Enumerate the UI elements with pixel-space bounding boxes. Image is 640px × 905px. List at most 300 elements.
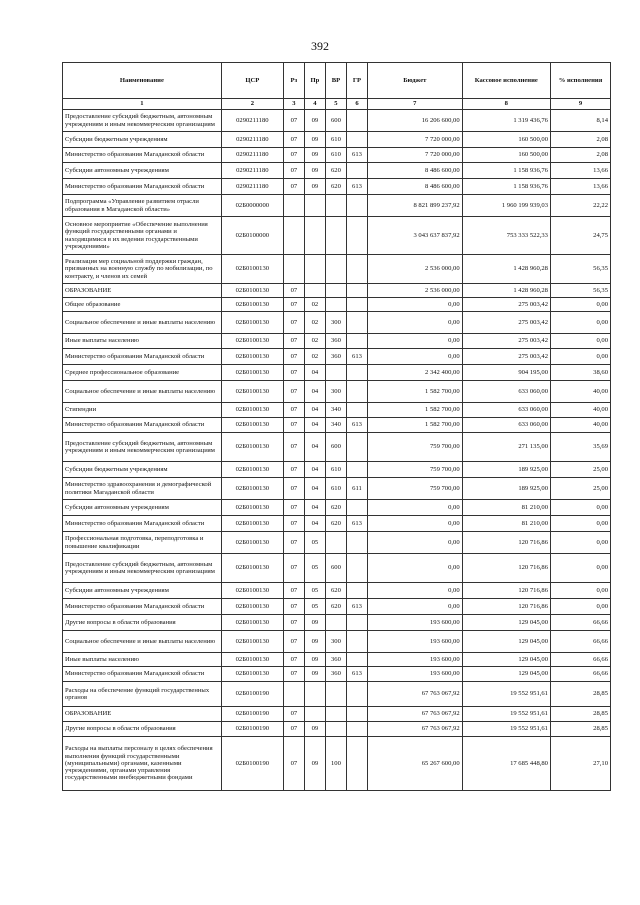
- cell-pr: 09: [304, 179, 325, 195]
- cell-gr: [346, 365, 367, 381]
- cell-pr: [304, 707, 325, 722]
- table-row: [63, 554, 611, 583]
- table-row: [63, 179, 611, 195]
- cell-rz: 07: [283, 583, 304, 599]
- cell-budget: 0,00: [367, 334, 462, 349]
- cell-budget: 0,00: [367, 532, 462, 554]
- cell-pr: [304, 217, 325, 255]
- cell-csr: 0290211180: [221, 132, 283, 148]
- cell-vr: [325, 217, 346, 255]
- table-row: [63, 667, 611, 682]
- cell-budget: 1 582 700,00: [367, 403, 462, 418]
- cell-budget: 0,00: [367, 516, 462, 532]
- cell-rz: 07: [283, 365, 304, 381]
- cell-gr: [346, 554, 367, 583]
- cell-budget: 193 600,00: [367, 615, 462, 631]
- cell-kass: 189 925,00: [462, 462, 550, 478]
- cell-csr: 02Б0100130: [221, 298, 283, 312]
- table-row: [63, 631, 611, 653]
- table-row: [63, 110, 611, 132]
- cell-kass: 129 045,00: [462, 631, 550, 653]
- cell-rz: 07: [283, 554, 304, 583]
- cell-gr: [346, 722, 367, 737]
- cell-csr: 02Б0100130: [221, 516, 283, 532]
- cell-gr: [346, 132, 367, 148]
- cell-pct: 0,00: [550, 532, 610, 554]
- cell-budget: 16 206 600,00: [367, 110, 462, 132]
- cell-kass: 120 716,86: [462, 583, 550, 599]
- cell-csr: 02Б0100130: [221, 349, 283, 365]
- header-rz: Рз: [283, 63, 304, 99]
- cell-vr: 300: [325, 631, 346, 653]
- cell-kass: 160 500,00: [462, 132, 550, 148]
- cell-gr: [346, 195, 367, 217]
- table-row: [63, 195, 611, 217]
- cell-gr: [346, 163, 367, 179]
- cell-gr: 613: [346, 148, 367, 163]
- column-number: 4: [304, 99, 325, 110]
- cell-kass: 633 060,00: [462, 381, 550, 403]
- cell-pr: 05: [304, 554, 325, 583]
- cell-csr: 02Б0100130: [221, 599, 283, 615]
- cell-vr: 620: [325, 163, 346, 179]
- cell-kass: 275 003,42: [462, 312, 550, 334]
- cell-pct: 0,00: [550, 599, 610, 615]
- cell-gr: [346, 682, 367, 707]
- cell-vr: [325, 255, 346, 284]
- cell-rz: 07: [283, 284, 304, 298]
- cell-vr: 300: [325, 381, 346, 403]
- table-row: [63, 737, 611, 791]
- column-number: 1: [63, 99, 222, 110]
- cell-pct: 66,66: [550, 615, 610, 631]
- cell-rz: 07: [283, 418, 304, 433]
- cell-pct: 25,00: [550, 462, 610, 478]
- cell-gr: 613: [346, 599, 367, 615]
- column-number-row: [63, 99, 611, 110]
- cell-kass: 120 716,86: [462, 554, 550, 583]
- cell-pct: 0,00: [550, 334, 610, 349]
- cell-gr: [346, 403, 367, 418]
- cell-pct: 38,60: [550, 365, 610, 381]
- cell-pct: 0,00: [550, 583, 610, 599]
- cell-gr: [346, 583, 367, 599]
- cell-csr: 02Б0100130: [221, 403, 283, 418]
- cell-pct: 28,85: [550, 722, 610, 737]
- cell-pct: 35,69: [550, 433, 610, 462]
- cell-budget: 2 342 400,00: [367, 365, 462, 381]
- cell-pr: 05: [304, 599, 325, 615]
- cell-rz: 07: [283, 516, 304, 532]
- cell-csr: 02Б0100130: [221, 284, 283, 298]
- column-number: 6: [346, 99, 367, 110]
- cell-vr: 360: [325, 334, 346, 349]
- table-row: [63, 148, 611, 163]
- cell-vr: 610: [325, 148, 346, 163]
- cell-pr: [304, 255, 325, 284]
- cell-pr: 09: [304, 667, 325, 682]
- cell-kass: 17 685 448,80: [462, 737, 550, 791]
- cell-name: Другие вопросы в области образования: [63, 615, 222, 631]
- cell-kass: 275 003,42: [462, 334, 550, 349]
- cell-name: Министерство образования Магаданской области: [63, 667, 222, 682]
- cell-budget: 759 700,00: [367, 462, 462, 478]
- cell-vr: 600: [325, 110, 346, 132]
- cell-pr: 09: [304, 110, 325, 132]
- cell-gr: [346, 334, 367, 349]
- cell-name: ОБРАЗОВАНИЕ: [63, 707, 222, 722]
- cell-name: Стипендии: [63, 403, 222, 418]
- cell-vr: 620: [325, 516, 346, 532]
- cell-pct: 22,22: [550, 195, 610, 217]
- cell-rz: 07: [283, 737, 304, 791]
- column-number: 7: [367, 99, 462, 110]
- cell-budget: 759 700,00: [367, 478, 462, 500]
- cell-kass: 1 319 436,76: [462, 110, 550, 132]
- header-gr: ГР: [346, 63, 367, 99]
- table-row: [63, 478, 611, 500]
- cell-kass: 81 210,00: [462, 500, 550, 516]
- cell-name: Другие вопросы в области образования: [63, 722, 222, 737]
- cell-budget: 759 700,00: [367, 433, 462, 462]
- cell-budget: 1 582 700,00: [367, 418, 462, 433]
- cell-kass: 271 135,00: [462, 433, 550, 462]
- cell-rz: 07: [283, 631, 304, 653]
- cell-kass: 275 003,42: [462, 298, 550, 312]
- cell-name: Субсидии бюджетным учреждениям: [63, 462, 222, 478]
- cell-pct: 13,66: [550, 179, 610, 195]
- budget-table: [62, 62, 611, 791]
- cell-rz: 07: [283, 615, 304, 631]
- cell-name: Иные выплаты населению: [63, 334, 222, 349]
- cell-kass: 129 045,00: [462, 615, 550, 631]
- cell-pr: 09: [304, 615, 325, 631]
- cell-rz: 07: [283, 433, 304, 462]
- cell-name: Социальное обеспечение и иные выплаты населению: [63, 631, 222, 653]
- cell-csr: 0290211180: [221, 163, 283, 179]
- cell-pr: 04: [304, 381, 325, 403]
- cell-budget: 193 600,00: [367, 653, 462, 667]
- cell-vr: 360: [325, 349, 346, 365]
- cell-gr: [346, 284, 367, 298]
- table-row: [63, 615, 611, 631]
- cell-rz: 07: [283, 312, 304, 334]
- cell-rz: [283, 195, 304, 217]
- table-body: [63, 99, 611, 791]
- cell-rz: 07: [283, 478, 304, 500]
- column-number: 3: [283, 99, 304, 110]
- cell-name: Расходы на обеспечение функций государственных органов: [63, 682, 222, 707]
- cell-gr: [346, 312, 367, 334]
- cell-kass: 1 960 199 939,03: [462, 195, 550, 217]
- cell-name: Основное мероприятие «Обеспечение выполнения функций государственными органами и находящимися в их ведении государственными учреждениями»: [63, 217, 222, 255]
- cell-budget: 0,00: [367, 298, 462, 312]
- cell-pr: [304, 195, 325, 217]
- cell-name: Субсидии автономным учреждениям: [63, 500, 222, 516]
- table-row: [63, 365, 611, 381]
- cell-pr: 04: [304, 418, 325, 433]
- cell-pr: 09: [304, 148, 325, 163]
- cell-name: Реализация мер социальной поддержки граждан, призванных на военную службу по мобилизации, по контракту, и членов их семей: [63, 255, 222, 284]
- cell-vr: [325, 615, 346, 631]
- cell-rz: 07: [283, 599, 304, 615]
- cell-vr: 600: [325, 554, 346, 583]
- cell-csr: 02Б0100130: [221, 433, 283, 462]
- cell-pr: 04: [304, 365, 325, 381]
- cell-name: Министерство образования Магаданской области: [63, 349, 222, 365]
- cell-budget: 0,00: [367, 583, 462, 599]
- cell-rz: 07: [283, 381, 304, 403]
- cell-gr: 613: [346, 349, 367, 365]
- cell-csr: 02Б0100130: [221, 418, 283, 433]
- cell-pct: 27,10: [550, 737, 610, 791]
- table-row: [63, 403, 611, 418]
- cell-name: Министерство образования Магаданской области: [63, 148, 222, 163]
- cell-pr: 09: [304, 163, 325, 179]
- cell-rz: 07: [283, 462, 304, 478]
- cell-rz: 07: [283, 667, 304, 682]
- cell-rz: 07: [283, 349, 304, 365]
- header-row: [63, 63, 611, 99]
- cell-kass: 160 500,00: [462, 148, 550, 163]
- cell-csr: 02Б0100190: [221, 707, 283, 722]
- cell-csr: 02Б0100130: [221, 334, 283, 349]
- cell-name: Социальное обеспечение и иные выплаты населению: [63, 312, 222, 334]
- cell-vr: [325, 532, 346, 554]
- cell-budget: 8 486 600,00: [367, 179, 462, 195]
- cell-csr: 02Б0100130: [221, 554, 283, 583]
- cell-rz: [283, 217, 304, 255]
- table-row: [63, 298, 611, 312]
- cell-csr: 02Б0100130: [221, 667, 283, 682]
- cell-pct: 28,85: [550, 682, 610, 707]
- header-pr: Пр: [304, 63, 325, 99]
- cell-pct: 2,08: [550, 132, 610, 148]
- cell-pct: 28,85: [550, 707, 610, 722]
- cell-csr: 02Б0100130: [221, 255, 283, 284]
- column-number: 8: [462, 99, 550, 110]
- cell-name: Предоставление субсидий бюджетным, автономным учреждениям и иным некоммерческим организациям: [63, 110, 222, 132]
- cell-vr: [325, 298, 346, 312]
- cell-vr: 620: [325, 583, 346, 599]
- table-row: [63, 583, 611, 599]
- column-number: 9: [550, 99, 610, 110]
- cell-pr: 04: [304, 500, 325, 516]
- cell-vr: 360: [325, 653, 346, 667]
- cell-csr: 02Б0100130: [221, 478, 283, 500]
- cell-csr: 02Б0100190: [221, 722, 283, 737]
- cell-budget: 2 536 000,00: [367, 255, 462, 284]
- cell-name: Социальное обеспечение и иные выплаты населению: [63, 381, 222, 403]
- cell-vr: 620: [325, 179, 346, 195]
- cell-gr: [346, 500, 367, 516]
- column-number: 2: [221, 99, 283, 110]
- cell-gr: [346, 631, 367, 653]
- cell-gr: [346, 298, 367, 312]
- cell-rz: 07: [283, 179, 304, 195]
- cell-rz: 07: [283, 110, 304, 132]
- cell-budget: 67 763 067,92: [367, 682, 462, 707]
- cell-rz: 07: [283, 500, 304, 516]
- cell-kass: 1 428 960,28: [462, 284, 550, 298]
- cell-csr: 02Б0100130: [221, 381, 283, 403]
- cell-csr: 02Б0100130: [221, 365, 283, 381]
- cell-csr: 0290211180: [221, 110, 283, 132]
- header-pct: % исполнения: [550, 63, 610, 99]
- cell-csr: 02Б0100130: [221, 532, 283, 554]
- cell-pct: 13,66: [550, 163, 610, 179]
- cell-csr: 02Б0100190: [221, 737, 283, 791]
- cell-vr: [325, 195, 346, 217]
- cell-vr: 360: [325, 667, 346, 682]
- cell-kass: 753 333 522,33: [462, 217, 550, 255]
- cell-name: Расходы на выплаты персоналу в целях обеспечения выполнения функций государственными (муниципальными) органами, казенными учреждениями, органами управления государственными внебюджетными фондами: [63, 737, 222, 791]
- cell-rz: [283, 682, 304, 707]
- cell-csr: 0290211180: [221, 179, 283, 195]
- cell-rz: 07: [283, 403, 304, 418]
- table-row: [63, 334, 611, 349]
- cell-name: Субсидии автономным учреждениям: [63, 583, 222, 599]
- cell-csr: 02Б0100130: [221, 583, 283, 599]
- cell-budget: 2 536 000,00: [367, 284, 462, 298]
- cell-name: Министерство образования Магаданской области: [63, 599, 222, 615]
- cell-pct: 56,35: [550, 255, 610, 284]
- table-row: [63, 500, 611, 516]
- cell-gr: [346, 255, 367, 284]
- cell-csr: 0290211180: [221, 148, 283, 163]
- cell-kass: 275 003,42: [462, 349, 550, 365]
- cell-pr: 04: [304, 462, 325, 478]
- cell-vr: 610: [325, 478, 346, 500]
- cell-name: Министерство образования Магаданской области: [63, 516, 222, 532]
- cell-pct: 0,00: [550, 554, 610, 583]
- cell-gr: [346, 381, 367, 403]
- cell-pct: 56,35: [550, 284, 610, 298]
- cell-pct: 25,00: [550, 478, 610, 500]
- cell-csr: 02Б0100130: [221, 653, 283, 667]
- cell-gr: [346, 615, 367, 631]
- cell-rz: 07: [283, 707, 304, 722]
- cell-pct: 0,00: [550, 500, 610, 516]
- cell-budget: 67 763 067,92: [367, 707, 462, 722]
- cell-pr: 09: [304, 631, 325, 653]
- cell-budget: 1 582 700,00: [367, 381, 462, 403]
- cell-pr: 02: [304, 298, 325, 312]
- cell-pct: 66,66: [550, 653, 610, 667]
- cell-kass: 1 158 936,76: [462, 163, 550, 179]
- cell-rz: 07: [283, 334, 304, 349]
- cell-pr: [304, 682, 325, 707]
- cell-budget: 0,00: [367, 312, 462, 334]
- cell-gr: 611: [346, 478, 367, 500]
- cell-budget: 0,00: [367, 554, 462, 583]
- cell-budget: 0,00: [367, 349, 462, 365]
- table-row: [63, 418, 611, 433]
- table-row: [63, 682, 611, 707]
- header-kass: Кассовое исполнение: [462, 63, 550, 99]
- cell-kass: 19 552 951,61: [462, 682, 550, 707]
- cell-vr: 620: [325, 500, 346, 516]
- cell-budget: 67 763 067,92: [367, 722, 462, 737]
- cell-vr: 100: [325, 737, 346, 791]
- cell-kass: 81 210,00: [462, 516, 550, 532]
- cell-rz: 07: [283, 532, 304, 554]
- cell-budget: 193 600,00: [367, 631, 462, 653]
- cell-rz: 07: [283, 163, 304, 179]
- cell-name: Среднее профессиональное образование: [63, 365, 222, 381]
- cell-csr: 02Б0100130: [221, 462, 283, 478]
- cell-kass: 1 428 960,28: [462, 255, 550, 284]
- cell-gr: [346, 737, 367, 791]
- cell-kass: 129 045,00: [462, 653, 550, 667]
- cell-pr: 02: [304, 334, 325, 349]
- table-row: [63, 653, 611, 667]
- cell-pct: 40,00: [550, 381, 610, 403]
- cell-name: Профессиональная подготовка, переподготовка и повышение квалификации: [63, 532, 222, 554]
- header-name: Наименование: [63, 63, 222, 99]
- cell-kass: 120 716,86: [462, 599, 550, 615]
- cell-pr: 09: [304, 722, 325, 737]
- cell-pct: 40,00: [550, 403, 610, 418]
- cell-kass: 129 045,00: [462, 667, 550, 682]
- cell-pr: 04: [304, 478, 325, 500]
- cell-pr: 09: [304, 132, 325, 148]
- cell-vr: 340: [325, 418, 346, 433]
- cell-gr: [346, 217, 367, 255]
- table-row: [63, 516, 611, 532]
- table-row: [63, 255, 611, 284]
- cell-rz: 07: [283, 653, 304, 667]
- cell-pct: 66,66: [550, 667, 610, 682]
- cell-kass: 633 060,00: [462, 403, 550, 418]
- cell-csr: 02Б0100190: [221, 682, 283, 707]
- cell-gr: [346, 653, 367, 667]
- cell-budget: 8 821 899 237,92: [367, 195, 462, 217]
- cell-gr: 613: [346, 516, 367, 532]
- cell-name: Министерство здравоохранения и демографической политики Магаданской области: [63, 478, 222, 500]
- table-row: [63, 163, 611, 179]
- cell-pct: 2,08: [550, 148, 610, 163]
- cell-gr: [346, 433, 367, 462]
- cell-pr: 02: [304, 312, 325, 334]
- cell-rz: 07: [283, 298, 304, 312]
- cell-kass: 904 195,00: [462, 365, 550, 381]
- cell-pct: 66,66: [550, 631, 610, 653]
- page-number: 392: [311, 39, 329, 53]
- cell-pr: 09: [304, 653, 325, 667]
- cell-vr: 600: [325, 433, 346, 462]
- table-row: [63, 433, 611, 462]
- cell-name: Субсидии автономным учреждениям: [63, 163, 222, 179]
- header-vr: ВР: [325, 63, 346, 99]
- cell-vr: [325, 365, 346, 381]
- cell-vr: [325, 284, 346, 298]
- cell-budget: 7 720 000,00: [367, 148, 462, 163]
- cell-name: Иные выплаты населению: [63, 653, 222, 667]
- cell-gr: [346, 707, 367, 722]
- cell-gr: [346, 462, 367, 478]
- cell-pct: 0,00: [550, 312, 610, 334]
- cell-budget: 7 720 000,00: [367, 132, 462, 148]
- table-row: [63, 532, 611, 554]
- cell-name: Субсидии бюджетным учреждениям: [63, 132, 222, 148]
- cell-kass: 1 158 936,76: [462, 179, 550, 195]
- cell-pr: [304, 284, 325, 298]
- cell-kass: 120 716,86: [462, 532, 550, 554]
- cell-kass: 189 925,00: [462, 478, 550, 500]
- table-row: [63, 217, 611, 255]
- cell-gr: 613: [346, 418, 367, 433]
